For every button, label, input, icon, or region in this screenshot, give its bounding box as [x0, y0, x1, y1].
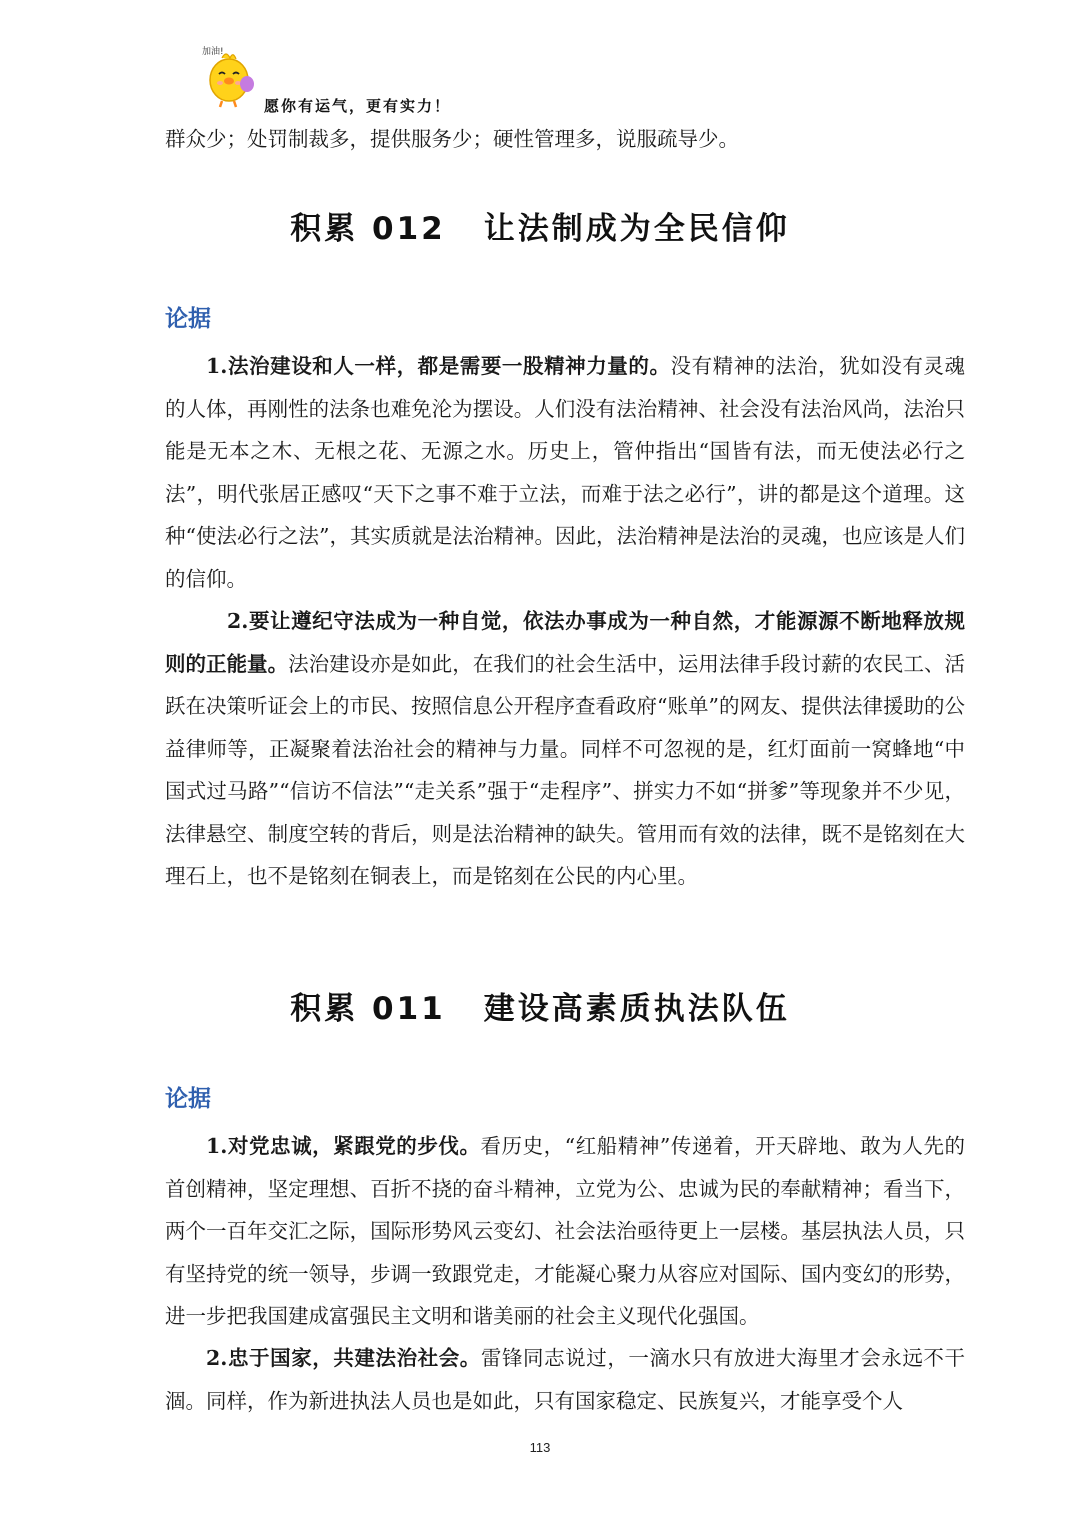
section-012-p1-lead: 1.法治建设和人一样，都是需要一股精神力量的。 — [206, 354, 671, 378]
section-011-title — [0, 983, 1080, 1028]
section-012-p1-body: 没有精神的法治，犹如没有灵魂的人体，再刚性的法条也难免沦为摆设。人们没有法治精神、社会没有法治风尚，法治只能是无本之木、无根之花、无源之水。历史上，管仲指出“国皆有法，而无使法必行之法”，明代张居正感叹“天下之事不难于立法，而难于法之必行”，讲的都是这个道理。这种“使法必行之法”，其实质就是法治精神。因此，法治精神是法治的灵魂，也应该是人们的信仰。 — [165, 354, 965, 591]
section-012-code: 积累 012 — [290, 211, 446, 247]
section-012-paragraph-2 — [165, 600, 965, 898]
section-011-paragraph-1 — [165, 1125, 965, 1338]
section-011-p2-lead: 2.忠于国家，共建法治社会。 — [206, 1346, 481, 1370]
page-number: 113 — [529, 1440, 551, 1455]
page-header — [200, 40, 460, 118]
section-011-code: 积累 011 — [290, 991, 446, 1027]
section-011-p2-body: 雷锋同志说过，一滴水只有放进大海里才会永远不干涸。同样，作为新进执法人员也是如此，只有国家稳定、民族复兴，才能享受个人 — [165, 1346, 966, 1413]
section-011-p1-body: 看历史，“红船精神”传递着，开天辟地、敢为人先的首创精神，坚定理想、百折不挠的奋斗精神，立党为公、忠诚为民的奉献精神；看当下，两个一百年交汇之际，国际形势风云变幻、社会法治亟待更上一层楼。基层执法人员，只有坚持党的统一领导，步调一致跟党走，才能凝心聚力从容应对国际、国内变幻的形势，进一步把我国建成富强民主文明和谐美丽的社会主义现代化强国。 — [165, 1134, 965, 1328]
section-011-paragraph-2 — [165, 1337, 965, 1422]
section-012-label: 论据 — [165, 306, 211, 332]
section-012-heading: 让法制成为全民信仰 — [483, 211, 790, 247]
section-012-p2-lead: 2.要让遵纪守法成为一种自觉，依法办事成为一种自然，才能源源不断地释放规则的正能量。 — [165, 609, 965, 676]
cheer-badge: 加油! — [202, 47, 224, 57]
section-012-paragraph-1 — [165, 345, 965, 600]
section-012-title — [0, 203, 1080, 248]
intro-line: 群众少；处罚制裁多，提供服务少；硬性管理多，说服疏导少。 — [165, 127, 739, 151]
section-011-label: 论据 — [165, 1086, 211, 1112]
section-011-heading: 建设高素质执法队伍 — [483, 991, 790, 1027]
section-011-p1-lead: 1.对党忠诚，紧跟党的步伐。 — [206, 1134, 481, 1158]
header-slogan: 愿你有运气，更有实力！ — [264, 97, 452, 115]
section-012-p2-body: 法治建设亦是如此，在我们的社会生活中，运用法律手段讨薪的农民工、活跃在决策听证会上的市民、按照信息公开程序查看政府“账单”的网友、提供法律援助的公益律师等，正凝聚着法治社会的精神与力量。同样不可忽视的是，红灯面前一窝蜂地“中国式过马路”“信访不信法”“走关系”强于“走程序”、拼实力不如“拼爹”等现象并不少见，法律悬空、制度空转的背后，则是法治精神的缺失。管用而有效的法律，既不是铭刻在大理石上，也不是铭刻在铜表上，而是铭刻在公民的内心里。 — [165, 651, 966, 888]
